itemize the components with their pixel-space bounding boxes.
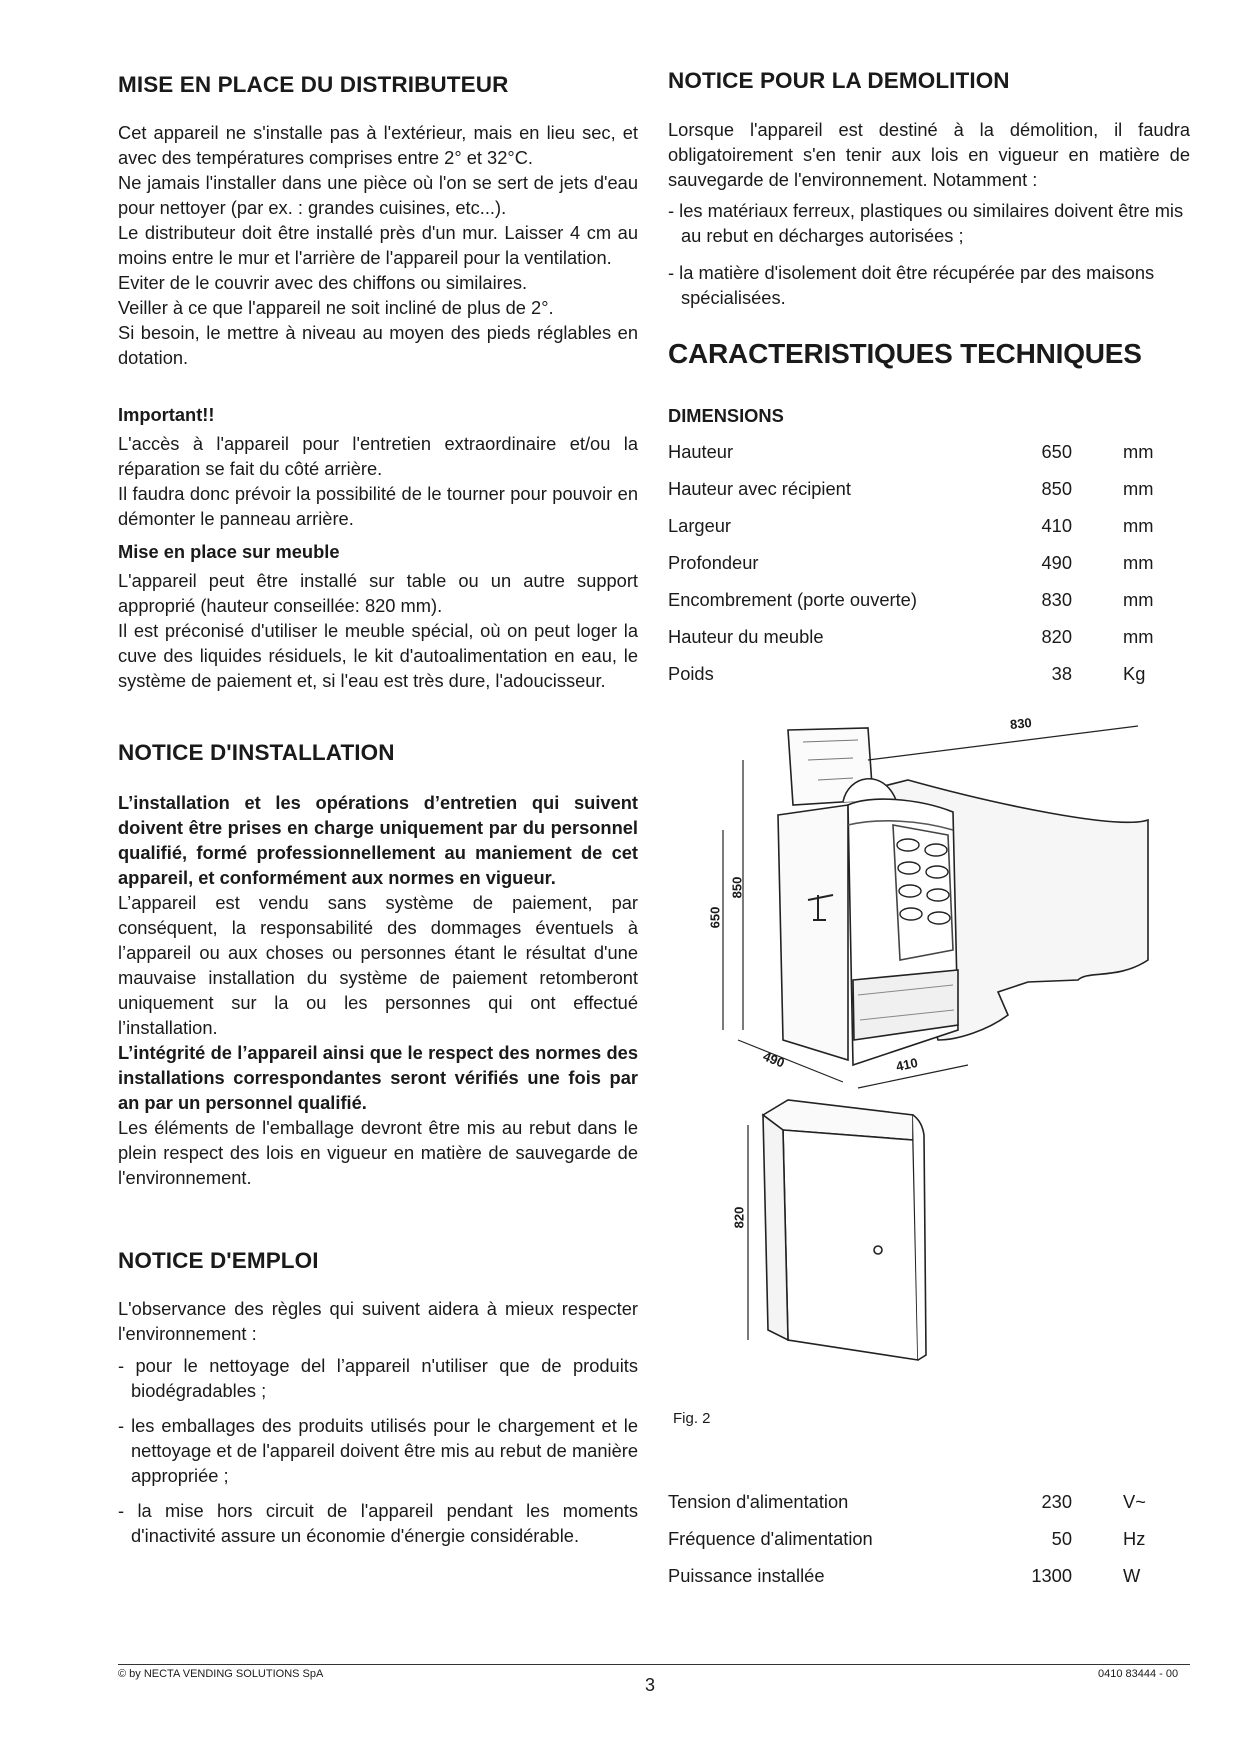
- spec-row-hauteur-meuble: [668, 626, 1190, 656]
- dim-label-410: 410: [894, 1054, 920, 1075]
- paragraph: L'appareil peut être installé sur table ou un autre support approprié (hauteur conseillée: 820 mm).: [118, 570, 638, 616]
- spec-label: Profondeur: [668, 552, 759, 573]
- machine-side: [778, 805, 848, 1060]
- meuble-heading: Mise en place sur meuble: [118, 541, 340, 562]
- paragraph: Si besoin, le mettre à niveau au moyen des pieds réglables en dotation.: [118, 322, 638, 368]
- important-heading: Important!!: [118, 404, 215, 425]
- dim-label-650: 650: [707, 906, 723, 929]
- dim-label-820: 820: [731, 1206, 747, 1229]
- spec-row-puissance: [668, 1565, 1190, 1595]
- spec-value: 490: [1041, 552, 1072, 573]
- spec-label: Puissance installée: [668, 1565, 825, 1586]
- spec-label: Hauteur: [668, 441, 734, 462]
- paragraph: Il est préconisé d'utiliser le meuble spécial, où on peut loger la cuve des liquides résiduels, le kit d'autoalimentation en eau, le système de paiement et, si l'eau est très dure, l'adoucisseur.: [118, 620, 638, 691]
- footer-doc-code: 0410 83444 - 00: [1098, 1668, 1179, 1680]
- spec-value: 1300: [1031, 1565, 1072, 1586]
- emploi-bullet: - la mise hors circuit de l'appareil pendant les moments d'inactivité assure un économie d'énergie considérable.: [118, 1500, 638, 1546]
- paragraph: L’appareil est vendu sans système de paiement, par conséquent, la responsabilité des dommages éventuels à l’appareil ou aux choses ou personnes étant le résultat d'une mauvaise installation du système de paiement retomberont uniquement sur la ou les personnes qui ont effectué l’installation.: [118, 892, 638, 1038]
- spec-value: 410: [1041, 515, 1072, 536]
- dim-label-490: 490: [760, 1048, 787, 1071]
- spec-value: 230: [1041, 1491, 1072, 1512]
- meuble-text: [118, 568, 638, 693]
- demolition-bullet: - les matériaux ferreux, plastiques ou similaires doivent être mis au rebut en décharges autorisées ;: [668, 200, 1184, 246]
- paragraph: Les éléments de l'emballage devront être mis au rebut dans le plein respect des lois en vigueur en matière de sauvegarde de l'environnement.: [118, 1117, 638, 1188]
- spec-unit: Hz: [1123, 1528, 1146, 1549]
- machine-drawing: [668, 720, 1188, 1440]
- emploi-bullet: - les emballages des produits utilisés pour le chargement et le nettoyage et de l'appareil doivent être mis au rebut de manière appropriée ;: [118, 1415, 638, 1486]
- bold-paragraph: L’intégrité de l’appareil ainsi que le respect des normes des installations correspondantes seront vérifiés une fois par an par un personnel qualifié.: [118, 1042, 638, 1113]
- spec-label: Hauteur avec récipient: [668, 478, 851, 499]
- spec-value: 50: [1051, 1528, 1072, 1549]
- spec-label: Encombrement (porte ouverte): [668, 589, 917, 610]
- spec-row-encombrement: [668, 589, 1190, 619]
- emploi-bullet: - pour le nettoyage del l’appareil n'utiliser que de produits biodégradables ;: [118, 1355, 638, 1401]
- spec-unit: Kg: [1123, 663, 1146, 684]
- paragraph: Il faudra donc prévoir la possibilité de le tourner pour pouvoir en démonter le panneau arrière.: [118, 483, 638, 529]
- dim-label-830: 830: [1009, 714, 1033, 733]
- footer-rule: [118, 1664, 1190, 1665]
- dimensions-heading: DIMENSIONS: [668, 405, 784, 426]
- spec-value: 650: [1041, 441, 1072, 462]
- paragraph: Ne jamais l'installer dans une pièce où l'on se sert de jets d'eau pour nettoyer (par ex. : grandes cuisines, etc...).: [118, 172, 638, 218]
- paragraph: Eviter de le couvrir avec des chiffons ou similaires.: [118, 272, 528, 293]
- dim-label-850: 850: [729, 876, 745, 899]
- spec-unit: mm: [1123, 552, 1154, 573]
- machine-dimensions-figure: [668, 714, 1188, 1440]
- page-number: 3: [645, 1675, 656, 1695]
- spec-value: 38: [1051, 663, 1072, 684]
- spec-unit: mm: [1123, 626, 1154, 647]
- spec-row-tension: [668, 1491, 1190, 1521]
- demolition-text: Lorsque l'appareil est destiné à la démolition, il faudra obligatoirement s'en tenir aux lois en vigueur en matière de sauvegarde de l'environnement. Notamment :: [668, 119, 1190, 190]
- section-title-notice-installation: NOTICE D'INSTALLATION: [118, 740, 395, 765]
- spec-label: Largeur: [668, 515, 732, 536]
- spec-unit: V~: [1123, 1491, 1146, 1512]
- spec-row-largeur: [668, 515, 1190, 545]
- paragraph: L'accès à l'appareil pour l'entretien extraordinaire et/ou la réparation se fait du côté arrière.: [118, 433, 638, 479]
- section-title-demolition: NOTICE POUR LA DEMOLITION: [668, 68, 1010, 93]
- cabinet-front: [783, 1130, 918, 1360]
- section-title-notice-emploi: NOTICE D'EMPLOI: [118, 1248, 319, 1273]
- spec-label: Tension d'alimentation: [668, 1491, 849, 1512]
- mise-en-place-text: [118, 120, 638, 370]
- spec-label: Poids: [668, 663, 714, 684]
- paragraph: Le distributeur doit être installé près d'un mur. Laisser 4 cm au moins entre le mur et l'arrière de l'appareil pour la ventilation.: [118, 222, 638, 268]
- paragraph: Cet appareil ne s'installe pas à l'extérieur, mais en lieu sec, et avec des températures comprises entre 2° et 32°C.: [118, 122, 638, 168]
- spec-unit: mm: [1123, 515, 1154, 536]
- spec-row-profondeur: [668, 552, 1190, 582]
- figure-caption: Fig. 2: [673, 1410, 711, 1427]
- spec-value: 850: [1041, 478, 1072, 499]
- spec-unit: W: [1123, 1565, 1141, 1586]
- paragraph: Veiller à ce que l'appareil ne soit incliné de plus de 2°.: [118, 297, 554, 318]
- section-title-mise-en-place: MISE EN PLACE DU DISTRIBUTEUR: [118, 72, 509, 97]
- spec-row-hauteur-recipient: [668, 478, 1190, 508]
- spec-unit: mm: [1123, 478, 1154, 499]
- spec-label: Fréquence d'alimentation: [668, 1528, 873, 1549]
- spec-row-frequence: [668, 1528, 1190, 1558]
- spec-value: 820: [1041, 626, 1072, 647]
- installation-text: [118, 790, 638, 1190]
- spec-unit: mm: [1123, 589, 1154, 610]
- emploi-intro: L'observance des règles qui suivent aidera à mieux respecter l'environnement :: [118, 1298, 638, 1344]
- spec-unit: mm: [1123, 441, 1154, 462]
- footer-copyright: © by NECTA VENDING SOLUTIONS SpA: [118, 1668, 324, 1680]
- spec-label: Hauteur du meuble: [668, 626, 824, 647]
- section-title-caracteristiques: CARACTERISTIQUES TECHNIQUES: [668, 338, 1142, 369]
- demolition-bullet: - la matière d'isolement doit être récupérée par des maisons spécialisées.: [668, 262, 1155, 308]
- spec-row-poids: [668, 663, 1190, 693]
- spec-row-hauteur: [668, 441, 1190, 471]
- bold-paragraph: L’installation et les opérations d’entretien qui suivent doivent être prises en charge uniquement par du personnel qualifié, formé professionnellement au maniement de cet appareil, et conformément aux normes en vigueur.: [118, 792, 638, 888]
- spec-value: 830: [1041, 589, 1072, 610]
- important-text: [118, 431, 638, 531]
